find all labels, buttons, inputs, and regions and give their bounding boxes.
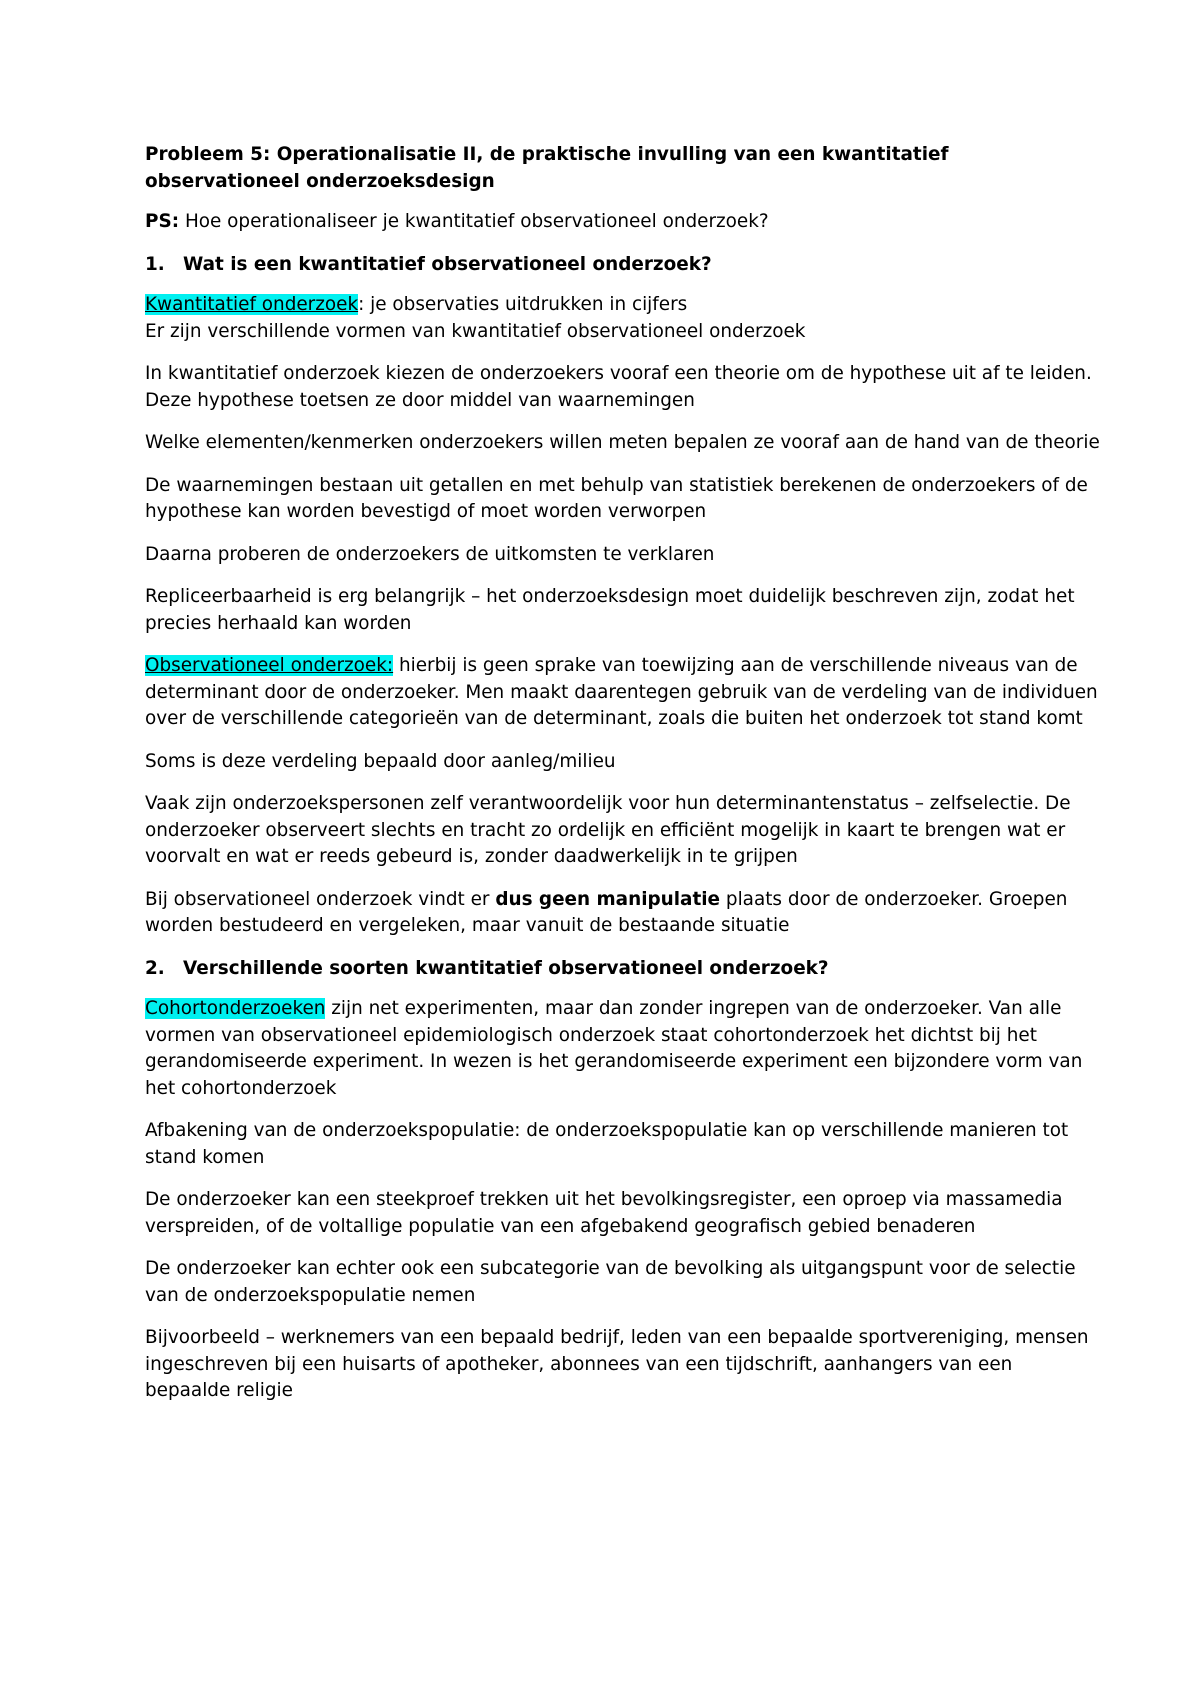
ps-text: Hoe operationaliseer je kwantitatief observationeel onderzoek? (179, 211, 769, 232)
paragraph: Bijvoorbeeld – werknemers van een bepaald bedrijf, leden van een bepaalde sportvereniging, mensen ingeschreven bij een huisarts of apotheker, abonnees van een tijdschrift, aanhangers van een bepaalde religie (145, 1327, 1089, 1401)
paragraph (145, 292, 1100, 345)
paragraph (145, 996, 1100, 1102)
paragraph (145, 653, 1100, 733)
section-2-heading-text: Verschillende soorten kwantitatief observationeel onderzoek? (183, 957, 829, 979)
paragraph: De onderzoeker kan echter ook een subcategorie van de bevolking als uitgangspunt voor de selectie van de onderzoekspopulatie nemen (145, 1258, 1076, 1306)
paragraph: De onderzoeker kan een steekproef trekken uit het bevolkingsregister, een oproep via massamedia verspreiden, of de voltallige populatie van een afgebakend geografisch gebied benaderen (145, 1189, 1063, 1237)
section-2-number: 2. (145, 957, 165, 979)
paragraph: Soms is deze verdeling bepaald door aanleg/milieu (145, 750, 616, 772)
paragraph-text: : je observaties uitdrukken in cijfers (358, 294, 688, 315)
paragraph: In kwantitatief onderzoek kiezen de onderzoekers vooraf een theorie om de hypothese uit af te leiden. Deze hypothese toetsen ze door middel van waarnemingen (145, 363, 1092, 411)
paragraph-text: Er zijn verschillende vormen van kwantitatief observationeel onderzoek (145, 320, 806, 342)
paragraph: Repliceerbaarheid is erg belangrijk – het onderzoeksdesign moet duidelijk beschreven zijn, zodat het precies herhaald kan worden (145, 586, 1075, 634)
section-1-number: 1. (145, 253, 165, 275)
document-title: Probleem 5: Operationalisatie II, de praktische invulling van een kwantitatief observationeel onderzoeksdesign (145, 144, 949, 192)
section-1-heading (145, 252, 1100, 279)
highlighted-term: Cohortonderzoeken (145, 998, 326, 1019)
paragraph (145, 887, 1100, 940)
paragraph-text: plaats door de onderzoeker. Groepen worden bestudeerd en vergeleken, maar vanuit de bestaande situatie (145, 888, 1068, 936)
paragraph: Daarna proberen de onderzoekers de uitkomsten te verklaren (145, 543, 715, 565)
section-2-heading (145, 956, 1100, 983)
paragraph-text: zijn net experimenten, maar dan zonder ingrepen van de onderzoeker. Van alle vormen van observationeel epidemiologisch onderzoek staat cohortonderzoek het dichtst bij het gerandomiseerde experiment. In wezen is het gerandomiseerde experiment een bijzondere vorm van het cohortonderzoek (145, 998, 1083, 1099)
highlighted-term: Kwantitatief onderzoek (145, 294, 359, 315)
problem-statement (145, 209, 1100, 236)
bold-phrase: dus geen manipulatie (495, 888, 721, 910)
paragraph: Welke elementen/kenmerken onderzoekers willen meten bepalen ze vooraf aan de hand van de theorie (145, 432, 1100, 453)
paragraph-text: Bij observationeel onderzoek vindt er (145, 888, 496, 910)
paragraph: Vaak zijn onderzoekspersonen zelf verantwoordelijk voor hun determinantenstatus – zelfselectie. De onderzoeker observeert slechts en tracht zo ordelijk en efficiënt mogelijk in kaart te brengen wat er voorvalt en wat er reeds gebeurd is, zonder daadwerkelijk in te grijpen (145, 793, 1071, 867)
section-1-heading-text: Wat is een kwantitatief observationeel onderzoek? (183, 253, 712, 275)
ps-label: PS: (145, 211, 180, 232)
paragraph: De waarnemingen bestaan uit getallen en met behulp van statistiek berekenen de onderzoekers of de hypothese kan worden bevestigd of moet worden verworpen (145, 474, 1088, 522)
paragraph-text: hierbij is geen sprake van toewijzing aan de verschillende niveaus van de determinant door de onderzoeker. Men maakt daarentegen gebruik van de verdeling van de individuen over de verschillende categorieën van de determinant, zoals die buiten het onderzoek tot stand komt (145, 655, 1098, 729)
highlighted-term: Observationeel onderzoek: (145, 655, 394, 676)
paragraph: Afbakening van de onderzoekspopulatie: de onderzoekspopulatie kan op verschillende manieren tot stand komen (145, 1120, 1069, 1168)
